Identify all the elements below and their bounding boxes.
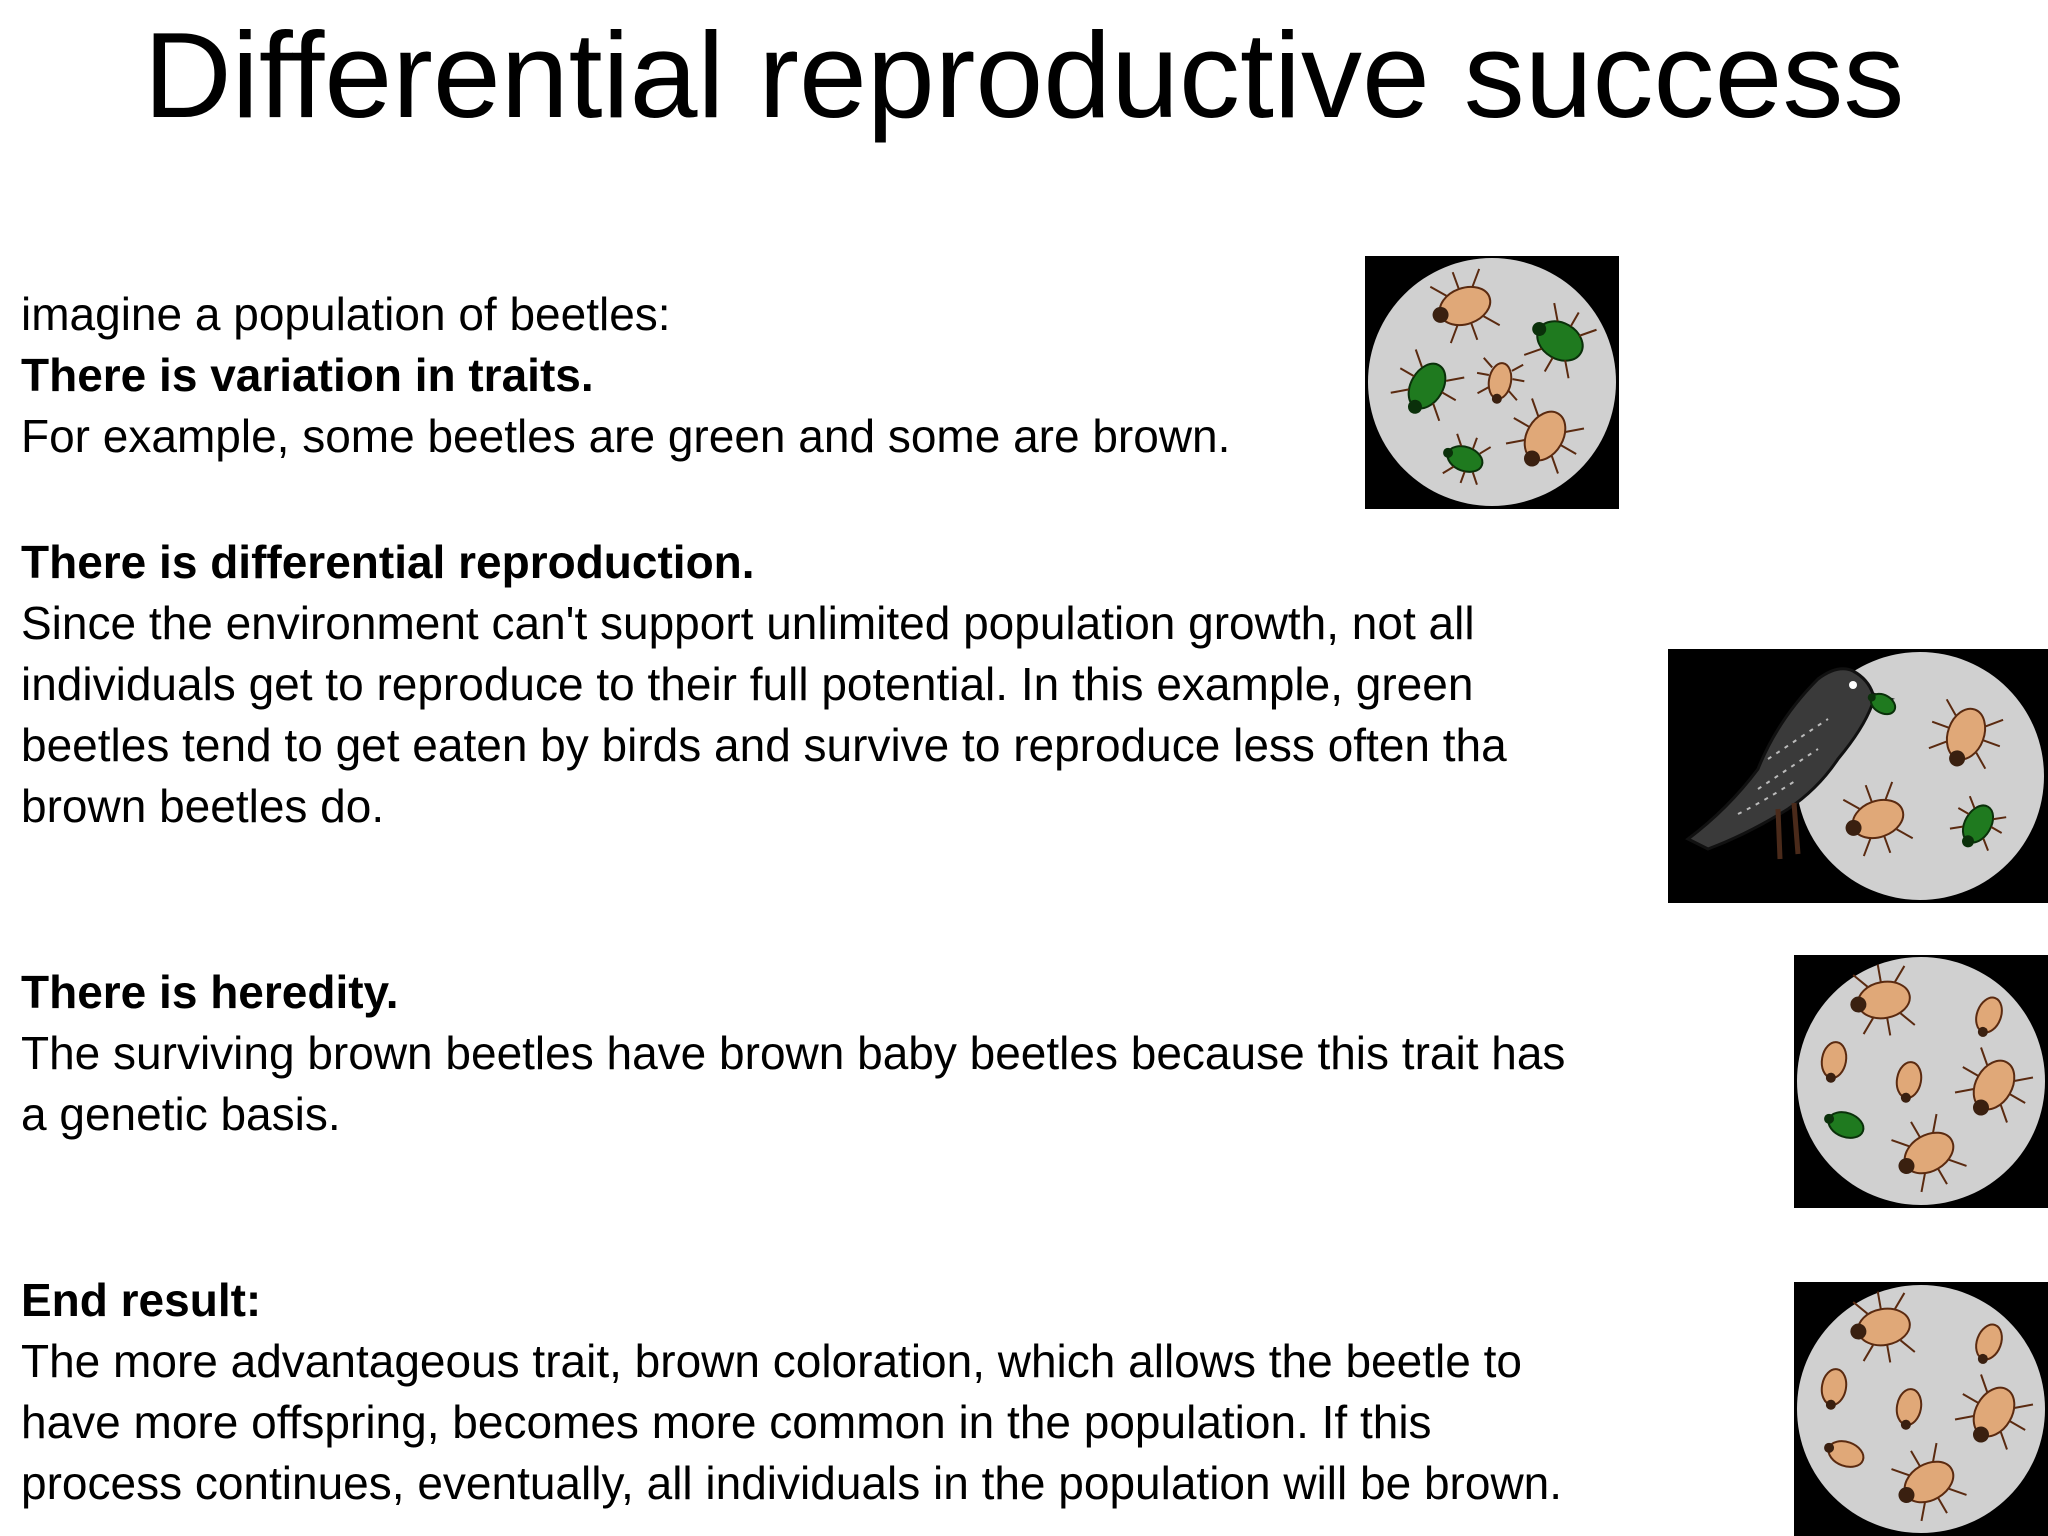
reproduction-heading: There is differential reproduction. [21, 536, 755, 588]
bird-eating-beetles-illustration [1668, 649, 2048, 903]
reproduction-line: brown beetles do. [21, 780, 385, 832]
result-section [21, 1270, 1761, 1514]
brown-beetles-svg [1794, 955, 2048, 1208]
all-brown-beetles-illustration [1794, 1282, 2048, 1536]
variation-body: For example, some beetles are green and some are brown. [21, 410, 1231, 462]
reproduction-section [21, 532, 1661, 837]
intro-line: imagine a population of beetles: [21, 288, 671, 340]
reproduction-line: individuals get to reproduce to their full potential. In this example, green [21, 658, 1474, 710]
result-line: process continues, eventually, all individuals in the population will be brown. [21, 1457, 1563, 1509]
variation-heading: There is variation in traits. [21, 349, 594, 401]
heredity-line: The surviving brown beetles have brown baby beetles because this trait has [21, 1027, 1566, 1079]
reproduction-line: beetles tend to get eaten by birds and survive to reproduce less often tha [21, 719, 1507, 771]
brown-beetles-illustration [1794, 955, 2048, 1208]
mixed-beetles-illustration [1365, 256, 1619, 509]
result-line: The more advantageous trait, brown coloration, which allows the beetle to [21, 1335, 1522, 1387]
heredity-heading: There is heredity. [21, 966, 399, 1018]
bird-eating-beetles-svg [1668, 649, 2048, 903]
heredity-line: a genetic basis. [21, 1088, 341, 1140]
mixed-beetles-svg [1365, 256, 1619, 509]
slide-title: Differential reproductive success [143, 7, 1905, 143]
heredity-section [21, 962, 1761, 1145]
all-brown-beetles-svg [1794, 1282, 2048, 1536]
result-heading: End result: [21, 1274, 262, 1326]
result-line: have more offspring, becomes more common in the population. If this [21, 1396, 1432, 1448]
reproduction-line: Since the environment can't support unlimited population growth, not all [21, 597, 1475, 649]
variation-section [21, 284, 1361, 467]
